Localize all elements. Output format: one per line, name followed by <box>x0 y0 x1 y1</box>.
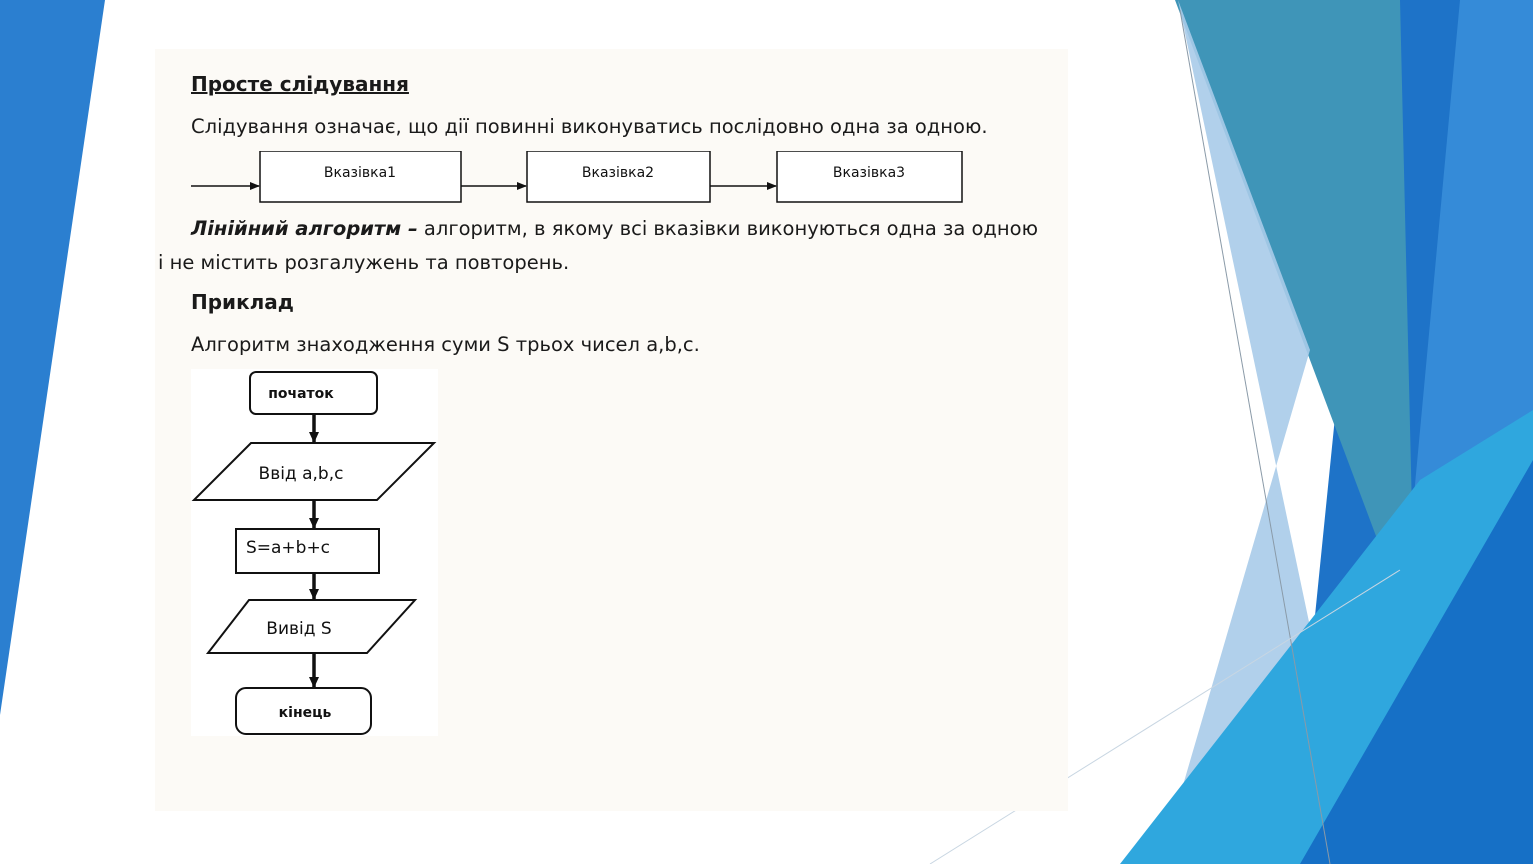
example-description: Алгоритм знаходження суми S трьох чисел a,b,c. <box>191 333 700 356</box>
process-label: S=a+b+c <box>245 538 331 558</box>
example-heading: Приклад <box>191 290 294 314</box>
linear-definition-line-2: і не містить розгалужень та повторень. <box>158 251 570 274</box>
sequence-box-label: Вказівка3 <box>832 165 906 181</box>
sequence-box-label: Вказівка2 <box>581 165 655 181</box>
flowchart <box>191 369 438 736</box>
section-heading: Просте слідування <box>191 72 409 96</box>
input-label: Ввід a,b,c <box>258 464 344 484</box>
content-panel <box>155 49 1068 811</box>
linear-definition: алгоритм, в якому всі вказівки виконуються одна за одною <box>417 217 1038 240</box>
sequence-box-label: Вказівка1 <box>323 165 397 181</box>
sequence-diagram <box>191 151 963 203</box>
sequence-description: Слідування означає, що дії повинні виконуватись послідовно одна за одною. <box>191 115 988 138</box>
linear-term: Лінійний алгоритм – <box>191 217 418 240</box>
output-label: Вивід S <box>266 619 332 639</box>
left-blue-shape <box>0 0 105 715</box>
start-label: початок <box>268 386 334 402</box>
end-label: кінець <box>278 705 332 721</box>
linear-definition-line-1 <box>191 217 1038 240</box>
